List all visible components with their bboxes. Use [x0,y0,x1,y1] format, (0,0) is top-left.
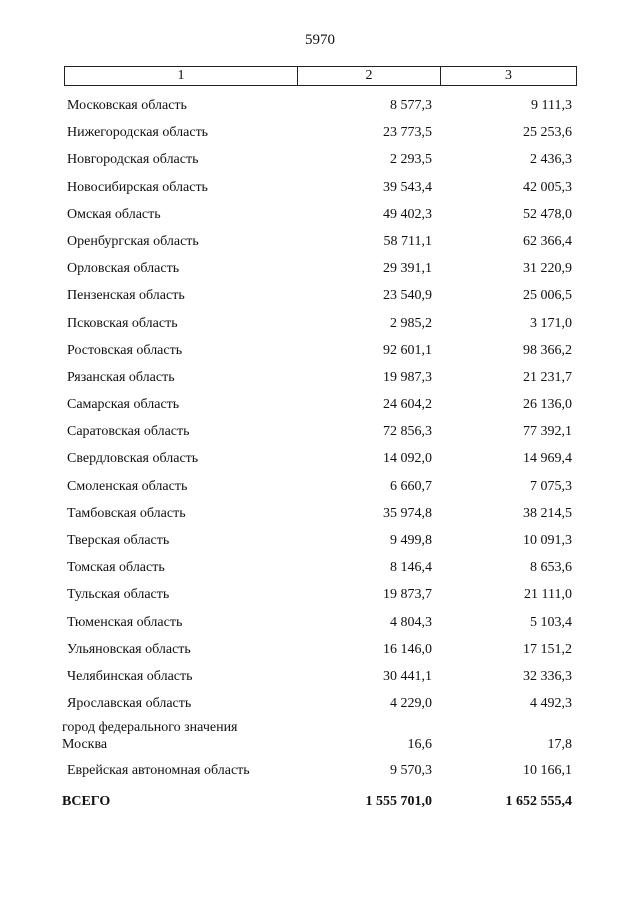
table-row [0,392,640,419]
value-col-3: 21 231,7 [523,369,572,385]
total-label: ВСЕГО [62,793,111,809]
region-name: Ярославская область [67,696,192,712]
region-name: Орловская область [67,261,180,277]
region-name: Рязанская область [67,369,175,385]
region-name: Пензенская область [67,288,185,304]
value-col-2: 39 543,4 [383,179,432,195]
value-col-2: 30 441,1 [383,668,432,684]
value-col-2: 9 499,8 [390,533,432,548]
column-header-3: 3 [505,68,512,83]
value-col-3: 17,8 [547,737,572,753]
table-header [64,66,577,86]
value-col-2: 23 540,9 [383,288,432,304]
table-row [0,419,640,446]
value-col-2: 6 660,7 [390,478,432,494]
value-col-2: 9 570,3 [390,763,432,779]
table-row [0,555,640,582]
value-col-3: 32 336,3 [523,668,572,684]
region-name: Смоленская область [67,478,188,494]
total-col-3: 1 652 555,4 [505,793,572,809]
value-col-3: 52 478,0 [523,206,572,222]
region-name: Нижегородская область [67,125,209,141]
value-col-2: 16 146,0 [383,641,432,657]
page-number: 5970 [305,32,335,48]
value-col-3: 25 006,5 [523,288,572,304]
table-body [0,93,640,816]
value-col-3: 3 171,0 [530,315,572,331]
table-row [0,528,640,555]
value-col-2: 24 604,2 [383,397,432,413]
region-name [62,719,238,753]
value-col-3: 8 653,6 [530,560,572,576]
region-name: Оренбургская область [67,233,199,249]
value-col-2: 8 146,4 [390,560,432,576]
region-name: Самарская область [67,397,180,413]
region-name: Еврейская автономная область [67,763,250,779]
column-header-1: 1 [65,67,298,85]
table-row [0,474,640,501]
value-col-3: 7 075,3 [530,478,572,494]
value-col-3: 2 436,3 [530,152,572,168]
table-row-moscow [0,718,640,758]
value-col-3: 4 492,3 [530,696,572,712]
table-row [0,501,640,528]
table-row-total [0,786,640,816]
region-name-line-2: Москва [62,737,108,753]
region-name: Тверская область [67,533,170,548]
value-col-2: 49 402,3 [383,206,432,222]
value-col-3: 17 151,2 [523,641,572,657]
value-col-3: 31 220,9 [523,261,572,277]
value-col-3: 9 111,3 [531,98,572,113]
value-col-2: 23 773,5 [383,125,432,141]
table-row [0,120,640,147]
table-row [0,610,640,637]
column-header-2: 2 [298,67,441,85]
table-row [0,202,640,229]
value-col-3: 10 166,1 [523,763,572,779]
region-name: Новосибирская область [67,179,208,195]
value-col-3: 25 253,6 [523,125,572,141]
region-name: Томская область [67,560,165,576]
table-row [0,582,640,609]
value-col-2: 4 229,0 [390,696,432,712]
value-col-2: 4 804,3 [390,614,432,630]
table-row [0,691,640,718]
value-col-2: 29 391,1 [383,261,432,277]
table-row [0,283,640,310]
value-col-2: 58 711,1 [383,233,432,249]
table-row [0,664,640,691]
region-name: Омская область [67,206,161,222]
region-name: Московская область [67,98,187,113]
region-name: Ульяновская область [67,641,191,657]
value-col-3: 5 103,4 [530,614,572,630]
region-name: Челябинская область [67,668,193,684]
region-name: Свердловская область [67,451,199,467]
value-col-2: 2 985,2 [390,315,432,331]
table-row [0,256,640,283]
value-col-2: 2 293,5 [390,152,432,168]
value-col-2: 72 856,3 [383,424,432,440]
region-name-line-1: город федерального значения [62,720,238,736]
value-col-2: 19 987,3 [383,369,432,385]
table-row [0,93,640,120]
region-name: Новгородская область [67,152,199,168]
table-row-jewish-ao [0,758,640,785]
value-col-2: 35 974,8 [383,505,432,521]
value-col-2: 8 577,3 [390,98,432,113]
region-name: Ростовская область [67,342,183,358]
value-col-2: 14 092,0 [383,451,432,467]
value-col-3: 14 969,4 [523,451,572,467]
value-col-3: 10 091,3 [523,533,572,548]
table-row [0,311,640,338]
region-name: Саратовская область [67,424,190,440]
region-name: Тамбовская область [67,505,186,521]
region-name: Тюменская область [67,614,183,630]
table-row [0,147,640,174]
table-row [0,637,640,664]
table-row [0,365,640,392]
total-col-2: 1 555 701,0 [365,793,432,809]
table-row [0,338,640,365]
table-row [0,229,640,256]
value-col-3: 21 111,0 [524,587,572,603]
value-col-2: 16,6 [407,737,432,753]
value-col-3: 42 005,3 [523,179,572,195]
region-name: Тульская область [67,587,170,603]
table-row [0,446,640,473]
value-col-3: 62 366,4 [523,233,572,249]
value-col-2: 92 601,1 [383,342,432,358]
value-col-3: 77 392,1 [523,424,572,440]
region-name: Псковская область [67,315,178,331]
table-row [0,175,640,202]
value-col-3: 38 214,5 [523,505,572,521]
value-col-2: 19 873,7 [383,587,432,603]
value-col-3: 26 136,0 [523,397,572,413]
value-col-3: 98 366,2 [523,342,572,358]
